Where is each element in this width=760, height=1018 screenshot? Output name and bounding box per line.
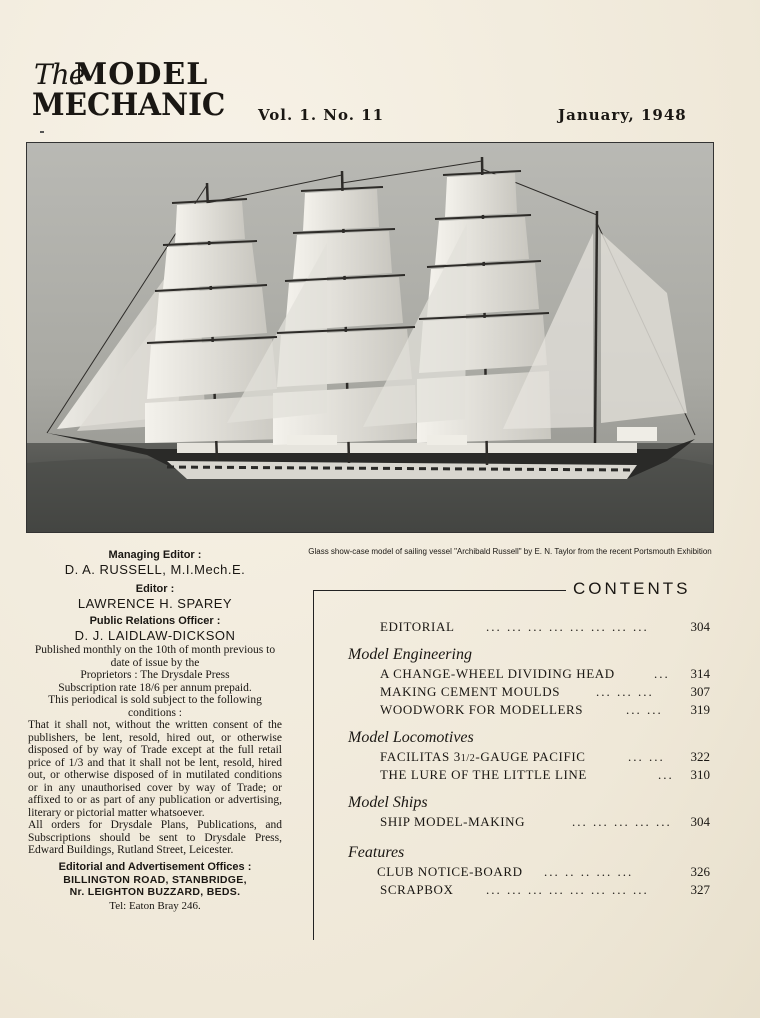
item-page: 314 (690, 666, 710, 681)
published-note: Published monthly on the 10th of month previous to date of issue by the (34, 644, 276, 669)
address-line-1: BILLINGTON ROAD, STANBRIDGE, (63, 873, 247, 886)
item-page: 304 (690, 814, 710, 829)
item-leader: ... (654, 666, 670, 681)
item-title: MAKING CEMENT MOULDS (380, 684, 561, 699)
contents-item[interactable] (348, 683, 712, 701)
orders-text: All orders for Drysdale Plans, Publications, and Subscriptions should be sent to Drysdale Press, Edward Buildings, Rutland Street, Leicester. (28, 819, 282, 856)
item-page: 307 (690, 684, 710, 699)
pro-label: Public Relations Officer : (89, 615, 221, 627)
issue-number: Vol. 1. No. 11 (258, 106, 385, 124)
contents-item[interactable] (348, 813, 712, 831)
managing-editor-name: D. A. RUSSELL, M.I.Mech.E. (64, 562, 246, 577)
item-page: 310 (690, 767, 710, 782)
contents-item[interactable] (348, 618, 712, 636)
item-page: 319 (690, 702, 710, 717)
ship-photo (26, 142, 714, 533)
item-title: SCRAPBOX (380, 882, 454, 897)
contents-border-top (313, 590, 566, 591)
item-page: 304 (690, 619, 710, 634)
section-heading: Features (348, 844, 405, 861)
print-mark (40, 131, 44, 133)
item-title: CLUB NOTICE-BOARD (377, 864, 523, 879)
item-title: FACILITAS 31/2-GAUGE PACIFIC (380, 749, 586, 764)
item-leader: ... ... ... (596, 684, 654, 699)
photo-caption: Glass show-case model of sailing vessel "Archibald Russell" by E. N. Taylor from the recent Portsmouth Exhibition (308, 547, 712, 556)
logo-mechanic: MECHANIC (32, 87, 226, 123)
item-leader: ... ... ... ... ... ... ... ... (486, 619, 649, 634)
contents-item[interactable] (348, 881, 712, 899)
contents-item[interactable] (348, 748, 712, 766)
staff-column (28, 548, 282, 912)
telephone: Tel: Eaton Bray 246. (109, 899, 201, 912)
fraction: 1/2 (460, 753, 476, 764)
editor-name: LAWRENCE H. SPAREY (77, 596, 233, 611)
editor-label: Editor : (135, 583, 175, 595)
item-leader: ... ... ... ... ... ... ... ... (486, 882, 649, 897)
managing-editor-label: Managing Editor : (108, 549, 202, 561)
offices-label: Editorial and Advertisement Offices : (58, 860, 252, 873)
item-page: 322 (690, 749, 710, 764)
item-page: 326 (690, 864, 710, 879)
section-heading: Model Locomotives (348, 729, 474, 746)
item-page: 327 (690, 882, 710, 897)
issue-date: January, 1948 (558, 106, 687, 124)
contents-title: CONTENTS (573, 579, 691, 598)
item-title: WOODWORK FOR MODELLERS (380, 702, 584, 717)
item-leader: ... (658, 767, 674, 782)
item-leader: ... .. .. ... ... (544, 864, 634, 879)
item-leader: ... ... (626, 702, 663, 717)
sold-subject-note: This periodical is sold subject to the following conditions : (48, 694, 262, 719)
item-title: SHIP MODEL-MAKING (380, 814, 526, 829)
address-line-2: Nr. LEIGHTON BUZZARD, BEDS. (69, 885, 241, 898)
conditions-text: That it shall not, without the written consent of the publishers, be lent, resold, hired out, or otherwise disposed of by way of Trade except at the full retail price of 1/3 and that it shall not be lent, resold, hired out, or otherwise disposed of in mutilated conditions or in any unauthorised cover by way of Trade; or affixed to or as part of any publication or advertising, literary or pictorial matter whatsoever. (28, 719, 282, 819)
item-title: A CHANGE-WHEEL DIVIDING HEAD (380, 666, 615, 681)
item-leader: ... ... ... ... ... (572, 814, 672, 829)
contents-border-left (313, 590, 314, 940)
contents-item[interactable] (348, 863, 712, 881)
proprietors-note: Proprietors : The Drysdale Press (80, 669, 230, 681)
item-title: EDITORIAL (380, 619, 455, 634)
contents-item[interactable] (348, 766, 712, 784)
logo-the: The (34, 58, 85, 91)
subscription-note: Subscription rate 18/6 per annum prepaid. (58, 681, 252, 694)
magazine-logo (32, 58, 242, 126)
contents-item[interactable] (348, 701, 712, 719)
pro-name: D. J. LAIDLAW-DICKSON (74, 628, 236, 643)
contents-list (348, 618, 712, 899)
section-heading: Model Engineering (348, 646, 472, 663)
item-title: THE LURE OF THE LITTLE LINE (380, 767, 587, 782)
logo-model: MODEL (74, 57, 209, 92)
item-leader: ... ... (628, 749, 665, 764)
contents-item[interactable] (348, 665, 712, 683)
section-heading: Model Ships (348, 794, 428, 811)
